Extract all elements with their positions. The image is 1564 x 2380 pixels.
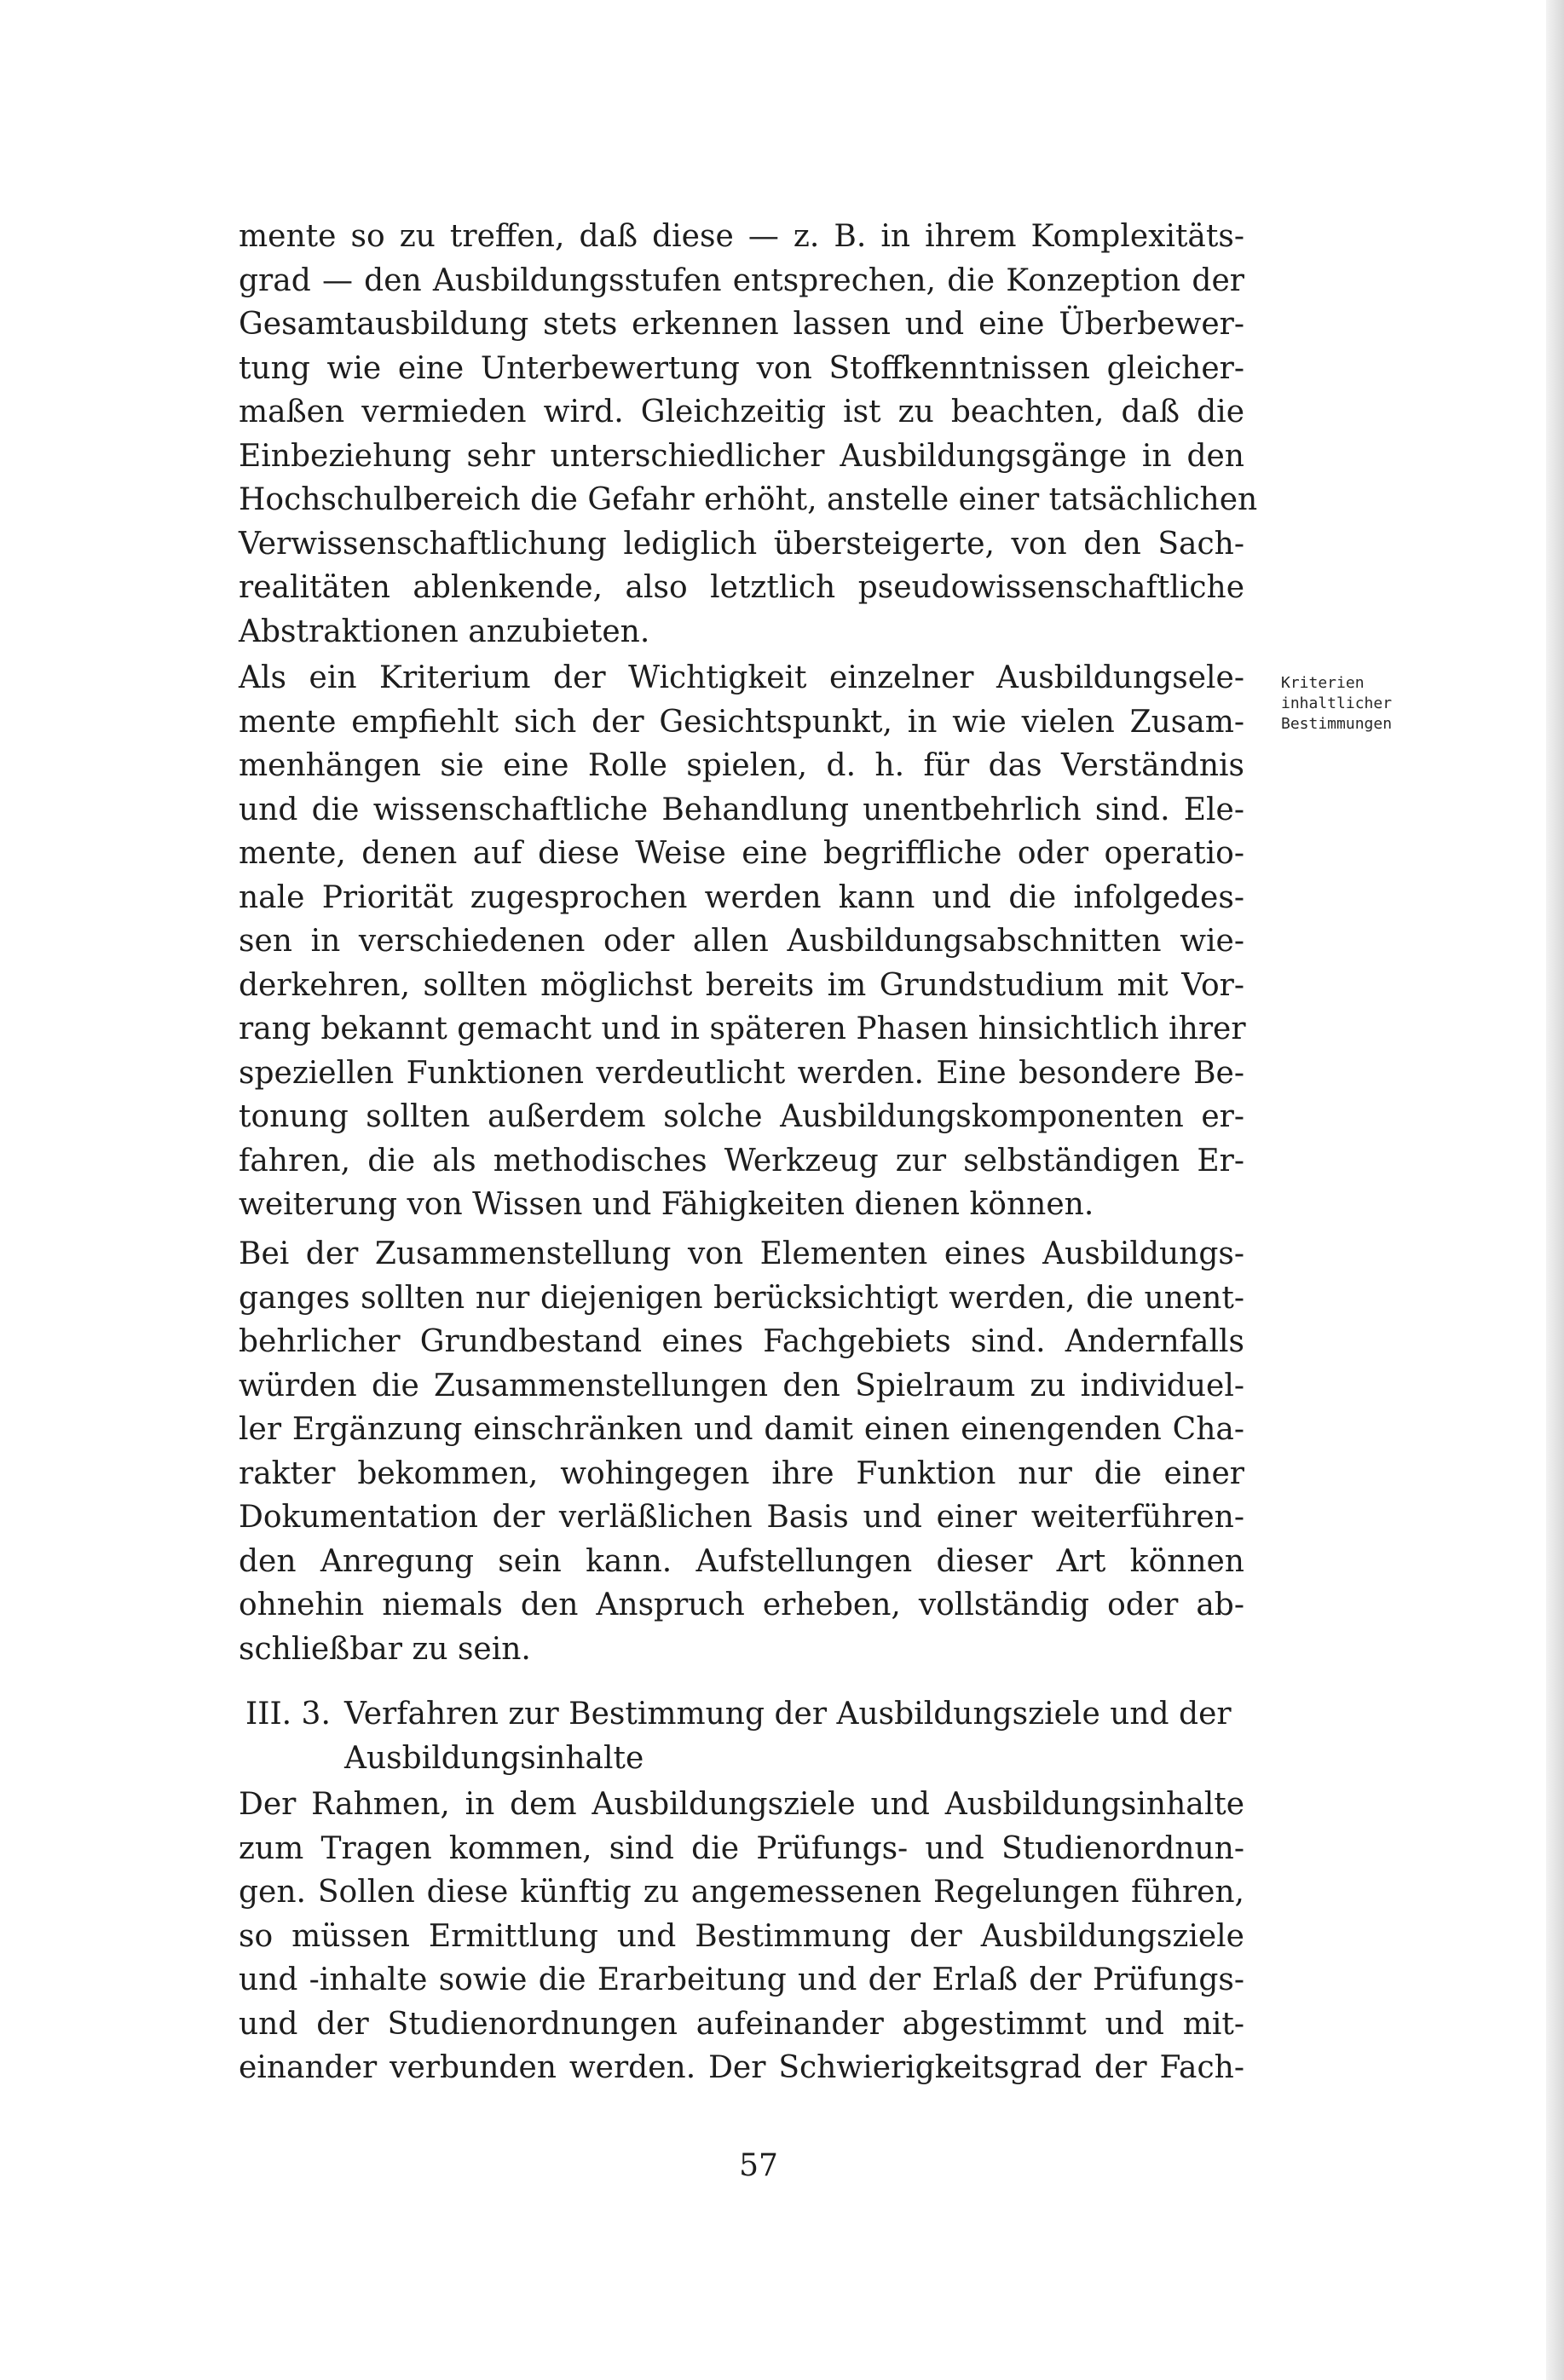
margin-note-line: inhaltlicher xyxy=(1281,694,1393,712)
text-line: zum Tragen kommen, sind die Prüfungs- und Studienordnun- xyxy=(239,1830,1244,1866)
text-line: mente, denen auf diese Weise eine begriffliche oder operatio- xyxy=(239,836,1244,871)
text-line: Dokumentation der verläßlichen Basis und einer weiterführen- xyxy=(239,1500,1244,1535)
text-line: rakter bekommen, wohingegen ihre Funktion nur die einer xyxy=(239,1455,1244,1491)
margin-note-line: Bestimmungen xyxy=(1281,715,1393,733)
text-line: Der Rahmen, in dem Ausbildungsziele und Ausbildungsinhalte xyxy=(239,1787,1244,1822)
text-line: Gesamtausbildung stets erkennen lassen und eine Überbewer- xyxy=(239,307,1244,342)
paragraph-1 xyxy=(239,215,1258,654)
text-line: tung wie eine Unterbewertung von Stoffkenntnissen gleicher- xyxy=(239,350,1244,386)
text-line: ohnehin niemals den Anspruch erheben, vollständig oder ab- xyxy=(239,1588,1244,1622)
text-line: rang bekannt gemacht und in späteren Phasen hinsichtlich ihrer xyxy=(239,1011,1246,1046)
text-line: ler Ergänzung einschränken und damit einen einengenden Cha- xyxy=(239,1412,1244,1447)
margin-note xyxy=(1281,673,1477,735)
paragraph-3 xyxy=(239,1232,1244,1671)
section-number: III. 3. xyxy=(245,1697,331,1732)
text-line: derkehren, sollten möglichst bereits im Grundstudium mit Vor- xyxy=(239,967,1244,1003)
text-line: menhängen sie eine Rolle spielen, d. h. für das Verständnis xyxy=(239,748,1244,783)
text-line: schließbar zu sein. xyxy=(239,1631,531,1667)
text-line: und -inhalte sowie die Erarbeitung und der Erlaß der Prüfungs- xyxy=(239,1962,1244,1997)
text-line: mente so zu treffen, daß diese — z. B. in ihrem Komplexitäts- xyxy=(239,219,1244,254)
text-line: Als ein Kriterium der Wichtigkeit einzelner Ausbildungsele- xyxy=(239,660,1244,695)
text-line: nale Priorität zugesprochen werden kann und die infolgedes- xyxy=(239,879,1244,915)
text-line: weiterung von Wissen und Fähigkeiten dienen können. xyxy=(239,1187,1094,1222)
text-line: maßen vermieden wird. Gleichzeitig ist zu beachten, daß die xyxy=(239,395,1244,429)
text-line: Einbeziehung sehr unterschiedlicher Ausbildungsgänge in den xyxy=(239,438,1244,474)
paragraph-4 xyxy=(239,1783,1244,2090)
text-line: Verwissenschaftlichung lediglich übersteigerte, von den Sach- xyxy=(239,526,1244,562)
text-line: grad — den Ausbildungsstufen entsprechen, die Konzeption der xyxy=(239,262,1244,298)
text-line: tonung sollten außerdem solche Ausbildungskomponenten er- xyxy=(239,1099,1244,1134)
page-number: 57 xyxy=(739,2148,778,2183)
text-line: speziellen Funktionen verdeutlicht werden. Eine besondere Be- xyxy=(239,1055,1244,1091)
paragraph-2 xyxy=(239,656,1244,1227)
text-line: realitäten ablenkende, also letztlich pseudowissenschaftliche xyxy=(239,570,1244,605)
text-line: fahren, die als methodisches Werkzeug zur selbständigen Er- xyxy=(239,1143,1244,1178)
book-spine-shadow xyxy=(1546,0,1564,2380)
text-line: und der Studienordnungen aufeinander abgestimmt und mit- xyxy=(239,2006,1244,2042)
section-title-line-2: Ausbildungsinhalte xyxy=(344,1741,644,1776)
text-line: Abstraktionen anzubieten. xyxy=(239,614,650,649)
text-line: sen in verschiedenen oder allen Ausbildungsabschnitten wie- xyxy=(239,924,1244,959)
text-line: Hochschulbereich die Gefahr erhöht, anstelle einer tatsächlichen xyxy=(239,482,1258,517)
text-line: und die wissenschaftliche Behandlung unentbehrlich sind. Ele- xyxy=(239,792,1244,827)
text-line: würden die Zusammenstellungen den Spielraum zu individuel- xyxy=(239,1368,1244,1403)
text-line: mente empfiehlt sich der Gesichtspunkt, in wie vielen Zusam- xyxy=(239,704,1244,740)
text-line: ganges sollten nur diejenigen berücksichtigt werden, die unent- xyxy=(239,1280,1244,1316)
section-heading xyxy=(245,1692,1251,1781)
text-line: so müssen Ermittlung und Bestimmung der Ausbildungsziele xyxy=(239,1918,1244,1954)
text-line: den Anregung sein kann. Aufstellungen dieser Art können xyxy=(239,1543,1244,1579)
text-line: gen. Sollen diese künftig zu angemessenen Regelungen führen, xyxy=(239,1875,1244,1910)
text-line: einander verbunden werden. Der Schwierigkeitsgrad der Fach- xyxy=(239,2050,1244,2085)
text-line: behrlicher Grundbestand eines Fachgebiets sind. Andernfalls xyxy=(239,1324,1244,1359)
section-title-line-1: Verfahren zur Bestimmung der Ausbildungsziele und der xyxy=(344,1697,1232,1732)
margin-note-line: Kriterien xyxy=(1281,674,1365,692)
text-line: Bei der Zusammenstellung von Elementen eines Ausbildungs- xyxy=(239,1236,1244,1271)
